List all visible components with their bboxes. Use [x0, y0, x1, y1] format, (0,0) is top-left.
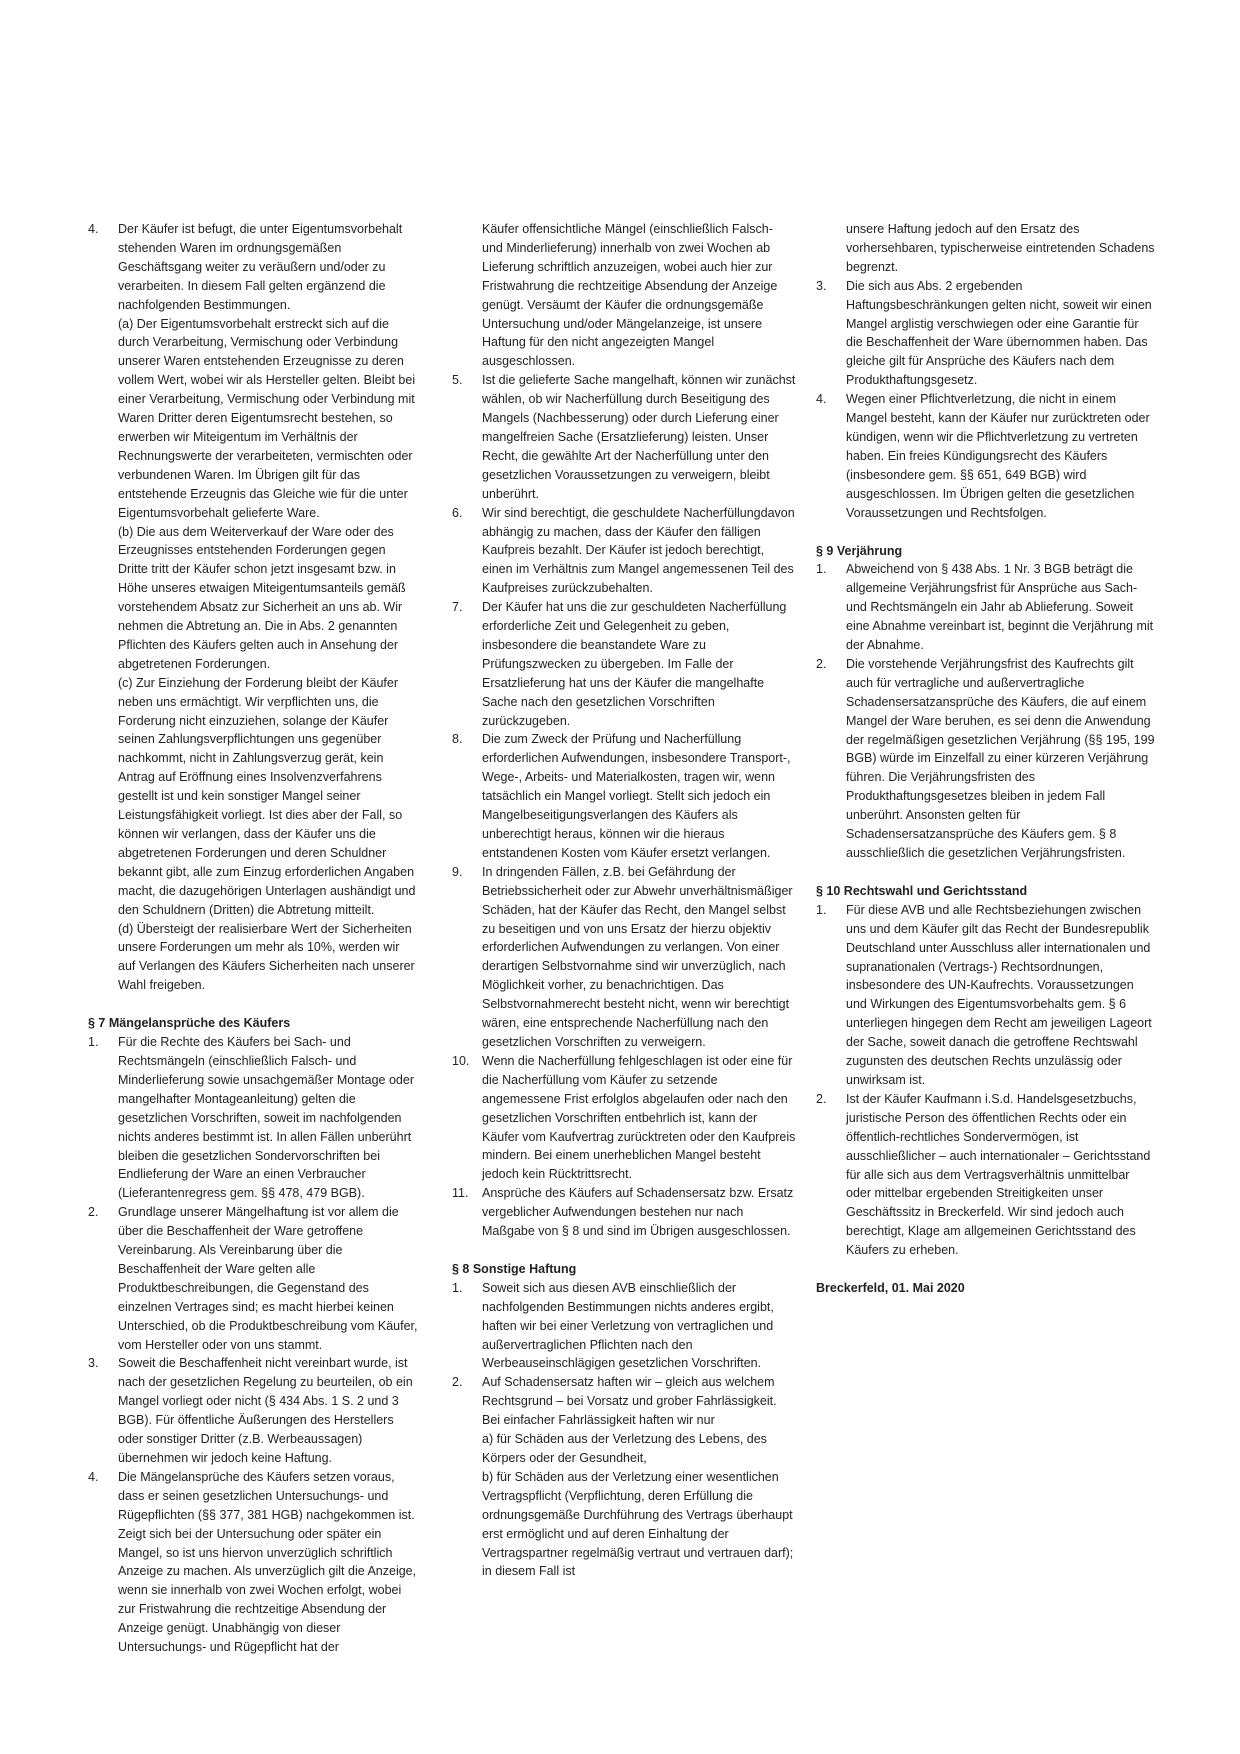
list-item	[816, 901, 1156, 1090]
paragraph: (b) Die aus dem Weiterverkauf der Ware oder des Erzeugnisses entstehenden Forderungen gegen Dritte tritt der Käufer schon jetzt insgesamt bzw. in Höhe unseres etwaigen Miteigentumsanteils gemäß vorstehendem Absatz zur Sicherheit an uns ab. Wir nehmen die Abtretung an. Die in Abs. 2 genannten Pflichten des Käufers gelten auch in Ansehung der abgetretenen Forderungen.	[118, 524, 406, 671]
paragraph: (a) Der Eigentumsvorbehalt erstreckt sich auf die durch Verarbeitung, Vermischung oder Verbindung unserer Waren entstehenden Erzeugnisse zu deren vollem Wert, wobei wir als Hersteller gelten. Bleibt bei einer Verarbeitung, Vermischung oder Verbindung mit Waren Dritter deren Eigentumsrecht bestehen, so erwerben wir Miteigentum im Verhältnis der Rechnungswerte der verarbeiteten, vermischten oder verbundenen Waren. Im Übrigen gilt für das entstehende Erzeugnis das Gleiche wie für die unter Eigentumsvorbehalt gelieferte Ware.	[118, 316, 416, 520]
list-item	[452, 730, 797, 862]
paragraph: Wenn die Nacherfüllung fehlgeschlagen ist oder eine für die Nacherfüllung vom Käufer zu setzende angemessene Frist erfolglos abgelaufen oder nach den gesetzlichen Vorschriften entbehrlich ist, kann der Käufer vom Kaufvertrag zurücktreten oder den Kaufpreis mindern. Bei einem unerheblichen Mangel besteht jedoch kein Rücktrittsrecht.	[482, 1053, 796, 1182]
paragraph: Die vorstehende Verjährungsfrist des Kaufrechts gilt auch für vertragliche und außervertragliche Schadensersatzansprüche des Käufers, die auf einem Mangel der Ware beruhen, es sei denn die Anwendung der regelmäßigen gesetzlichen Verjährung (§§ 195, 199 BGB) würde im Einzelfall zu einer kürzeren Verjährung führen. Die Verjährungsfristen des Produkthaftungsgesetzes bleiben in jedem Fall unberührt. Ansonsten gelten für Schadensersatzansprüche des Käufers gem. § 8 ausschließlich die gesetzlichen Verjährungsfristen.	[846, 656, 1155, 860]
paragraph: (c) Zur Einziehung der Forderung bleibt der Käufer neben uns ermächtigt. Wir verpflichten uns, die Forderung nicht einzuziehen, solange der Käufer seinen Zahlungsverpflichtungen uns gegenüber nachkommt, nicht in Zahlungsverzug gerät, kein Antrag auf Eröffnung eines Insolvenzverfahrens gestellt ist und kein sonstiger Mangel seiner Leistungsfähigkeit vorliegt. Ist dies aber der Fall, so können wir verlangen, dass der Käufer uns die abgetretenen Forderungen und deren Schuldner bekannt gibt, alle zum Einzug erforderlichen Angaben macht, die dazugehörigen Unterlagen aushändigt und den Schuldnern (Dritten) die Abtretung mitteilt.	[118, 675, 416, 917]
item-number: 1.	[816, 902, 827, 917]
paragraph: Die zum Zweck der Prüfung und Nacherfüllung erforderlichen Aufwendungen, insbesondere Transport-, Wege-, Arbeits- und Materialkosten, tragen wir, wenn tatsächlich ein Mangel vorliegt. Stellt sich jedoch ein Mangelbeseitigungsverlangen des Käufers als unberechtigt heraus, können wir die hieraus entstandenen Kosten vom Käufer ersetzt verlangen.	[482, 732, 791, 860]
paragraph: Grundlage unserer Mängelhaftung ist vor allem die über die Beschaffenheit der Ware getroffene Vereinbarung. Als Vereinbarung über die Beschaffenheit der Ware gelten alle Produktbeschreibungen, die Gegenstand des einzelnen Vertrages sind; es macht hierbei keinen Unterschied, ob die Produktbeschreibung vom Käufer, vom Hersteller oder von uns stammt.	[118, 1205, 418, 1352]
list-item	[452, 371, 797, 503]
paragraph: a) für Schäden aus der Verletzung des Lebens, des Körpers oder der Gesundheit,	[482, 1432, 767, 1465]
list-item	[816, 1090, 1156, 1260]
list-item	[452, 863, 797, 1052]
item-number: 9.	[452, 864, 463, 879]
paragraph: Wegen einer Pflichtverletzung, die nicht in einem Mangel besteht, kann der Käufer nur zurücktreten oder kündigen, wenn wir die Pflichtverletzung zu vertreten haben. Ein freies Kündigungsrecht des Käufers (insbesondere gem. §§ 651, 649 BGB) wird ausgeschlossen. Im Übrigen gelten die gesetzlichen Voraussetzungen und Rechtsfolgen.	[846, 392, 1150, 520]
column-2	[452, 220, 797, 1581]
paragraph: Für die Rechte des Käufers bei Sach- und Rechtsmängeln (einschließlich Falsch- und Minderlieferung sowie unsachgemäßer Montage oder mangelhafter Montageanleitung) gelten die gesetzlichen Vorschriften, soweit im nachfolgenden nichts anderes bestimmt ist. In allen Fällen unberührt bleiben die gesetzlichen Sondervorschriften bei Endlieferung der Ware an einen Verbraucher (Lieferantenregress gem. §§ 478, 479 BGB).	[118, 1035, 414, 1201]
list-item	[452, 598, 797, 730]
column-3	[816, 220, 1156, 1298]
section-heading: § 9 Verjährung	[816, 543, 903, 558]
list-item	[816, 277, 1156, 390]
paragraph: unsere Haftung jedoch auf den Ersatz des vorhersehbaren, typischerweise eintretenden Schadens begrenzt.	[846, 222, 1155, 274]
list-item	[88, 1203, 418, 1354]
item-number: 7.	[452, 600, 463, 615]
list-item	[88, 220, 418, 995]
paragraph: Der Käufer ist befugt, die unter Eigentumsvorbehalt stehenden Waren im ordnungsgemäßen Geschäftsgang weiter zu veräußern und/oder zu verarbeiten. In diesem Fall gelten ergänzend die nachfolgenden Bestimmungen.	[118, 222, 403, 312]
list-item	[88, 1468, 418, 1657]
continued-paragraph	[452, 220, 797, 371]
paragraph: b) für Schäden aus der Verletzung einer wesentlichen Vertragspflicht (Verpflichtung, deren Erfüllung die ordnungsgemäße Durchführung des Vertrags überhaupt erst ermöglicht und auf deren Einhaltung der Vertragspartner regelmäßig vertraut und vertrauen darf); in diesem Fall ist	[482, 1469, 794, 1579]
paragraph: Ist der Käufer Kaufmann i.S.d. Handelsgesetzbuchs, juristische Person des öffentlichen Rechts oder ein öffentlich-rechtliches Sondervermögen, ist ausschließlicher – auch internationaler – Gerichtsstand für alle sich aus dem Vertragsverhältnis unmittelbar oder mittelbar ergebenden Streitigkeiten unser Geschäftssitz in Breckerfeld. Wir sind jedoch auch berechtigt, Klage am allgemeinen Gerichtsstand des Käufers zu erheben.	[846, 1091, 1151, 1258]
paragraph: Ist die gelieferte Sache mangelhaft, können wir zunächst wählen, ob wir Nacherfüllung durch Beseitigung des Mangels (Nachbesserung) oder durch Lieferung einer mangelfreien Sache (Ersatzlieferung) leisten. Unser Recht, die gewählte Art der Nacherfüllung unter den gesetzlichen Voraussetzungen zu verweigern, bleibt unberührt.	[482, 373, 796, 501]
item-number: 5.	[452, 373, 463, 388]
item-number: 2.	[88, 1205, 99, 1220]
paragraph: Die Mängelansprüche des Käufers setzen voraus, dass er seinen gesetzlichen Untersuchungs- und Rügepflichten (§§ 377, 381 HGB) nachgekommen ist. Zeigt sich bei der Untersuchung oder später ein Mangel, so ist uns hiervon unverzüglich schriftlich Anzeige zu machen. Als unverzüglich gilt die Anzeige, wenn sie innerhalb von zwei Wochen erfolgt, wobei zur Fristwahrung die rechtzeitige Absendung der Anzeige genügt. Unabhängig von dieser Untersuchungs- und Rügepflicht hat der	[118, 1469, 417, 1655]
list-item	[816, 655, 1156, 863]
column-1	[88, 220, 418, 1657]
item-number: 8.	[452, 732, 463, 747]
paragraph: Auf Schadensersatz haften wir – gleich aus welchem Rechtsgrund – bei Vorsatz und grober Fahrlässigkeit. Bei einfacher Fahrlässigkeit haften wir nur	[482, 1375, 777, 1428]
continued-paragraph	[816, 220, 1156, 277]
paragraph: (d) Übersteigt der realisierbare Wert der Sicherheiten unsere Forderungen um mehr als 10%, werden wir auf Verlangen des Käufers Sicherheiten nach unserer Wahl freigeben.	[118, 921, 415, 993]
list-item	[452, 1373, 797, 1581]
item-number: 11.	[452, 1186, 469, 1201]
paragraph: Abweichend von § 438 Abs. 1 Nr. 3 BGB beträgt die allgemeine Verjährungsfrist für Ansprüche aus Sach- und Rechtsmängeln ein Jahr ab Ablieferung. Soweit eine Abnahme vereinbart ist, beginnt die Verjährung mit der Abnahme.	[846, 562, 1154, 653]
item-number: 2.	[452, 1375, 463, 1390]
paragraph: Die sich aus Abs. 2 ergebenden Haftungsbeschränkungen gelten nicht, soweit wir einen Mangel arglistig verschwiegen oder eine Garantie für die Beschaffenheit der Ware übernommen haben. Das gleiche gilt für Ansprüche des Käufers nach dem Produkthaftungsgesetz.	[846, 278, 1152, 388]
paragraph: Soweit die Beschaffenheit nicht vereinbart wurde, ist nach der gesetzlichen Regelung zu beurteilen, ob ein Mangel vorliegt oder nicht (§ 434 Abs. 1 S. 2 und 3 BGB). Für öffentliche Äußerungen des Herstellers oder sonstiger Dritter (z.B. Werbeaussagen) übernehmen wir jedoch keine Haftung.	[118, 1356, 413, 1465]
paragraph: Der Käufer hat uns die zur geschuldeten Nacherfüllung erforderliche Zeit und Gelegenheit zu geben, insbesondere die beanstandete Ware zu Prüfungszwecken zu übergeben. Im Falle der Ersatzlieferung hat uns der Käufer die mangelhafte Sache nach den gesetzlichen Vorschriften zurückzugeben.	[482, 600, 787, 728]
list-item	[816, 560, 1156, 655]
item-number: 1.	[88, 1035, 99, 1050]
paragraph: Ansprüche des Käufers auf Schadensersatz bzw. Ersatz vergeblicher Aufwendungen bestehen nur nach Maßgabe von § 8 und sind im Übrigen ausgeschlossen.	[482, 1186, 794, 1239]
paragraph: Soweit sich aus diesen AVB einschließlich der nachfolgenden Bestimmungen nichts anderes ergibt, haften wir bei einer Verletzung von vertraglichen und außervertraglichen Pflichten nach den Werbeauseinschlägigen gesetzlichen Vorschriften.	[482, 1280, 774, 1371]
list-item	[452, 1279, 797, 1374]
section-heading: § 8 Sonstige Haftung	[452, 1261, 577, 1276]
item-number: 4.	[816, 392, 827, 407]
paragraph: Käufer offensichtliche Mängel (einschließlich Falsch- und Minderlieferung) innerhalb von zwei Wochen ab Lieferung schriftlich anzuzeigen, wobei auch hier zur Fristwahrung die rechtzeitige Absendung der Anzeige genügt. Versäumt der Käufer die ordnungsgemäße Untersuchung und/oder Mängelanzeige, ist unsere Haftung für den nicht angezeigten Mangel ausgeschlossen.	[482, 222, 778, 369]
section-heading: § 10 Rechtswahl und Gerichtsstand	[816, 883, 1028, 898]
item-number: 4.	[88, 1469, 99, 1484]
item-number: 4.	[88, 222, 99, 236]
paragraph: In dringenden Fällen, z.B. bei Gefährdung der Betriebssicherheit oder zur Abwehr unverhältnismäßiger Schäden, hat der Käufer das Recht, den Mangel selbst zu beseitigen und von uns Ersatz der hierzu objektiv erforderlichen Aufwendungen zu verlangen. Von einer derartigen Selbstvornahme sind wir unverzüglich, nach Möglichkeit vorher, zu benachrichtigen. Das Selbstvornahmerecht besteht nicht, wenn wir berechtigt wären, eine entsprechende Nacherfüllung nach den gesetzlichen Vorschriften zu verweigern.	[482, 864, 793, 1049]
item-number: 10.	[452, 1053, 470, 1068]
paragraph: Für diese AVB und alle Rechtsbeziehungen zwischen uns und dem Käufer gilt das Recht der Bundesrepublik Deutschland unter Ausschluss aller internationalen und supranationalen (Vertrags-) Rechtsordnungen, insbesondere des UN-Kaufrechts. Voraussetzungen und Wirkungen des Eigentumsvorbehalts gem. § 6 unterliegen hingegen dem Recht am jeweiligen Lageort der Sache, soweit danach die getroffene Rechtswahl zugunsten des deutschen Rechts unzulässig oder unwirksam ist.	[846, 902, 1152, 1087]
list-item	[452, 1184, 797, 1241]
place-date-line: Breckerfeld, 01. Mai 2020	[816, 1281, 965, 1296]
item-number: 2.	[816, 1091, 827, 1106]
item-number: 3.	[816, 278, 827, 293]
list-item	[816, 390, 1156, 522]
section-heading: § 7 Mängelansprüche des Käufers	[88, 1016, 291, 1031]
list-item	[452, 504, 797, 599]
list-item	[88, 1354, 418, 1467]
list-item	[452, 1052, 797, 1184]
item-number: 3.	[88, 1356, 99, 1371]
list-item	[88, 1033, 418, 1203]
item-number: 1.	[816, 562, 827, 577]
item-number: 6.	[452, 505, 463, 520]
item-number: 1.	[452, 1280, 463, 1295]
paragraph: Wir sind berechtigt, die geschuldete Nacherfüllungdavon abhängig zu machen, dass der Käufer den fälligen Kaufpreis bezahlt. Der Käufer ist jedoch berechtigt, einen im Verhältnis zum Mangel angemessenen Teil des Kaufpreises zurückzubehalten.	[482, 505, 795, 596]
item-number: 2.	[816, 656, 827, 671]
